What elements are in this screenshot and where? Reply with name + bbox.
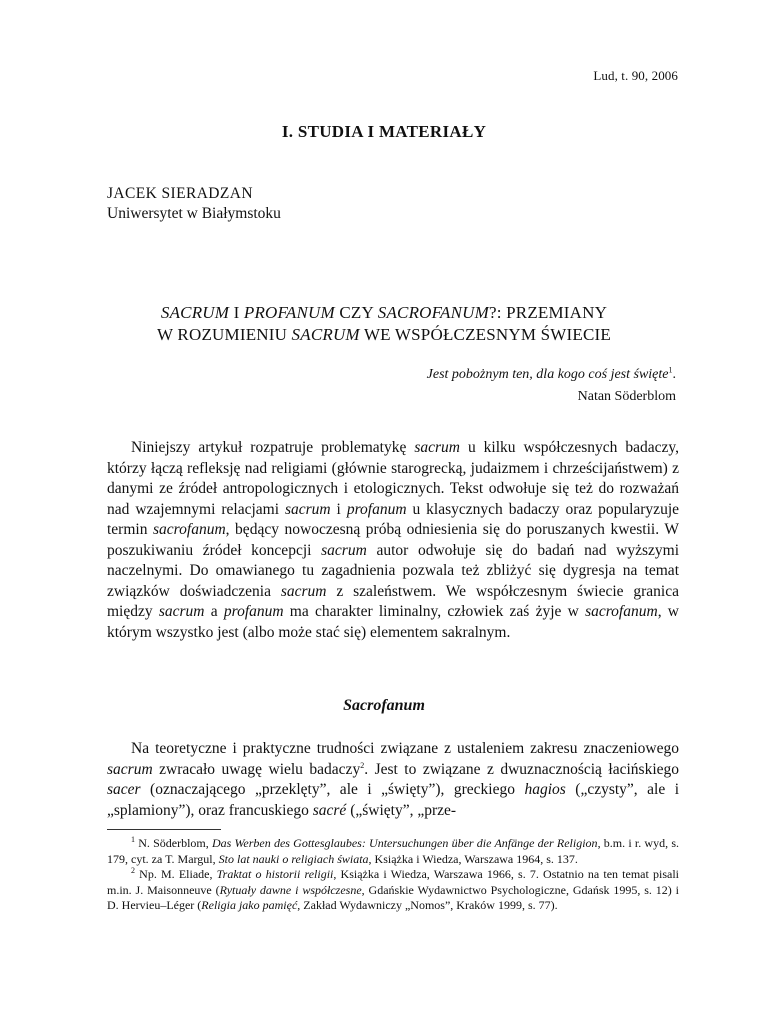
epigraph-attribution: Natan Söderblom <box>577 389 676 404</box>
section-title: I. STUDIA I MATERIAŁY <box>281 122 487 141</box>
term: sacrum <box>280 582 327 600</box>
cited-title: Rytuały dawne i współczesne <box>219 882 362 897</box>
abstract-paragraph <box>107 438 679 643</box>
article-title-line-2 <box>0 324 768 346</box>
running-head: Lud, t. 90, 2006 <box>593 68 678 83</box>
footnote-number: 2 <box>131 866 135 875</box>
text-run: Na teoretyczne i praktyczne trudności związane z ustaleniem zakresu znaczeniowego <box>131 740 679 757</box>
text-run: , Gdańskie Wydawnictwo Psychologiczne, Gdańsk 1995, s. 12) i D. Hervieu–Léger ( <box>107 882 679 912</box>
text-run: (oznaczającego „przeklęty”, ale i „święty”), greckiego <box>140 781 525 798</box>
author-name: JACEK SIERADZAN <box>107 185 253 202</box>
text-run: . Jest to związane z dwuznacznością łacińskiego <box>364 760 680 778</box>
term: sacrofanum <box>585 603 658 620</box>
cited-title: Das Werben des Gottesglaubes: Untersuchungen über die Anfänge der Religion <box>211 836 598 850</box>
cited-title: Traktat o historii religii <box>216 867 334 881</box>
text-run: , Książka i Wiedza, Warszawa 1964, s. 137. <box>368 851 578 866</box>
footnote-ref[interactable]: 1 <box>668 365 673 375</box>
section-heading: Sacrofanum <box>343 697 425 714</box>
term: sacrum <box>284 500 331 518</box>
author-block <box>107 184 281 224</box>
footnotes <box>107 836 679 914</box>
term: profanum <box>223 603 284 620</box>
title-text: I <box>229 303 244 322</box>
term: sacrum <box>414 439 460 456</box>
article-title-line-1 <box>0 302 768 324</box>
cited-title: Religia jako pamięć <box>201 898 298 912</box>
text-run: z szaleństwem. We współczesnym świecie granica między <box>107 582 679 620</box>
title-text: ?: PRZEMIANY <box>489 303 608 322</box>
term: sacré <box>312 801 347 819</box>
text-run: („czysty”, ale i „splamiony”), oraz francuskiego <box>107 781 680 819</box>
text-run: zwracało uwagę wielu badaczy <box>152 760 361 778</box>
body-paragraph <box>107 739 679 821</box>
term: sacrum <box>158 603 205 620</box>
text-run: , będący nowoczesną próbą odniesienia się do poruszanych kwestii. W poszukiwaniu źródeł koncepcji <box>107 521 679 559</box>
text-run: , b.m. i r. wyd, s. 179, cyt. za T. Margul, <box>107 836 679 866</box>
text-run: , Zakład Wydawniczy „Nomos”, Kraków 1999, s. 77). <box>297 898 558 912</box>
footnote-number: 1 <box>131 835 135 844</box>
term: sacrum <box>321 541 367 559</box>
text-run: Np. M. Eliade, <box>135 867 217 881</box>
epigraph-quote: Jest pobożnym ten, dla kogo coś jest święte <box>426 367 669 382</box>
epigraph <box>427 364 676 408</box>
text-run: autor odwołuje się do badań nad wyższymi naczelnymi. Do omawianego tu zagadnienia pozwala też zbliżyć się dygresja na temat związków doświadczenia <box>107 541 680 600</box>
title-term-sacrum: SACRUM <box>291 325 360 344</box>
title-text: W ROZUMIENIU <box>157 325 292 344</box>
text-run: Niniejszy artykuł rozpatruje problematykę <box>131 439 415 456</box>
text-run: N. Söderblom, <box>135 836 212 850</box>
title-term-sacrum: SACRUM <box>160 303 230 322</box>
footnote-1 <box>107 836 679 867</box>
text-run: a <box>204 603 224 620</box>
term: hagios <box>524 781 566 798</box>
text-run: , Książka i Wiedza, Warszawa 1966, s. 7. Ostatnio na ten temat pisali m.in. J. Maisonneuve ( <box>107 867 679 897</box>
abstract <box>107 438 679 643</box>
term: sacrum <box>107 760 153 778</box>
text-run: ma charakter liminalny, człowiek zaś żyje w <box>283 603 586 620</box>
term: sacer <box>107 781 141 798</box>
body-text <box>107 739 679 821</box>
article-title <box>0 302 768 346</box>
footnote-2 <box>107 867 679 914</box>
text-run: („święty”, „prze- <box>346 801 457 819</box>
title-text: WE WSPÓŁCZESNYM ŚWIECIE <box>359 325 611 344</box>
text-run: u kilku współczesnych badaczy, którzy łączą refleksję nad religiami (głównie starogrecką, judaizmem i chrześcijaństwem) z danymi ze źródeł antropologicznych i etologicznych. Tekst odwołuje się też do rozważań nad wzajemnymi relacjami <box>107 439 679 518</box>
footnote-divider <box>107 829 221 830</box>
epigraph-end: . <box>672 367 676 382</box>
term: sacrofanum <box>153 521 226 538</box>
text-run: u klasycznych badaczy oraz popularyzuje termin <box>107 500 679 538</box>
text-run: , w którym wszystko jest (albo może stać się) elementem sakralnym. <box>107 603 679 641</box>
title-text: CZY <box>334 303 378 322</box>
author-affiliation: Uniwersytet w Białymstoku <box>107 205 281 222</box>
title-term-profanum: PROFANUM <box>243 303 335 322</box>
footnote-ref[interactable]: 2 <box>360 760 365 770</box>
title-term-sacrofanum: SACROFANUM <box>377 303 490 322</box>
term: profanum <box>346 500 407 518</box>
cited-title: Sto lat nauki o religiach świata <box>218 851 369 866</box>
text-run: i <box>330 500 347 518</box>
epigraph-quote-line <box>427 364 676 386</box>
